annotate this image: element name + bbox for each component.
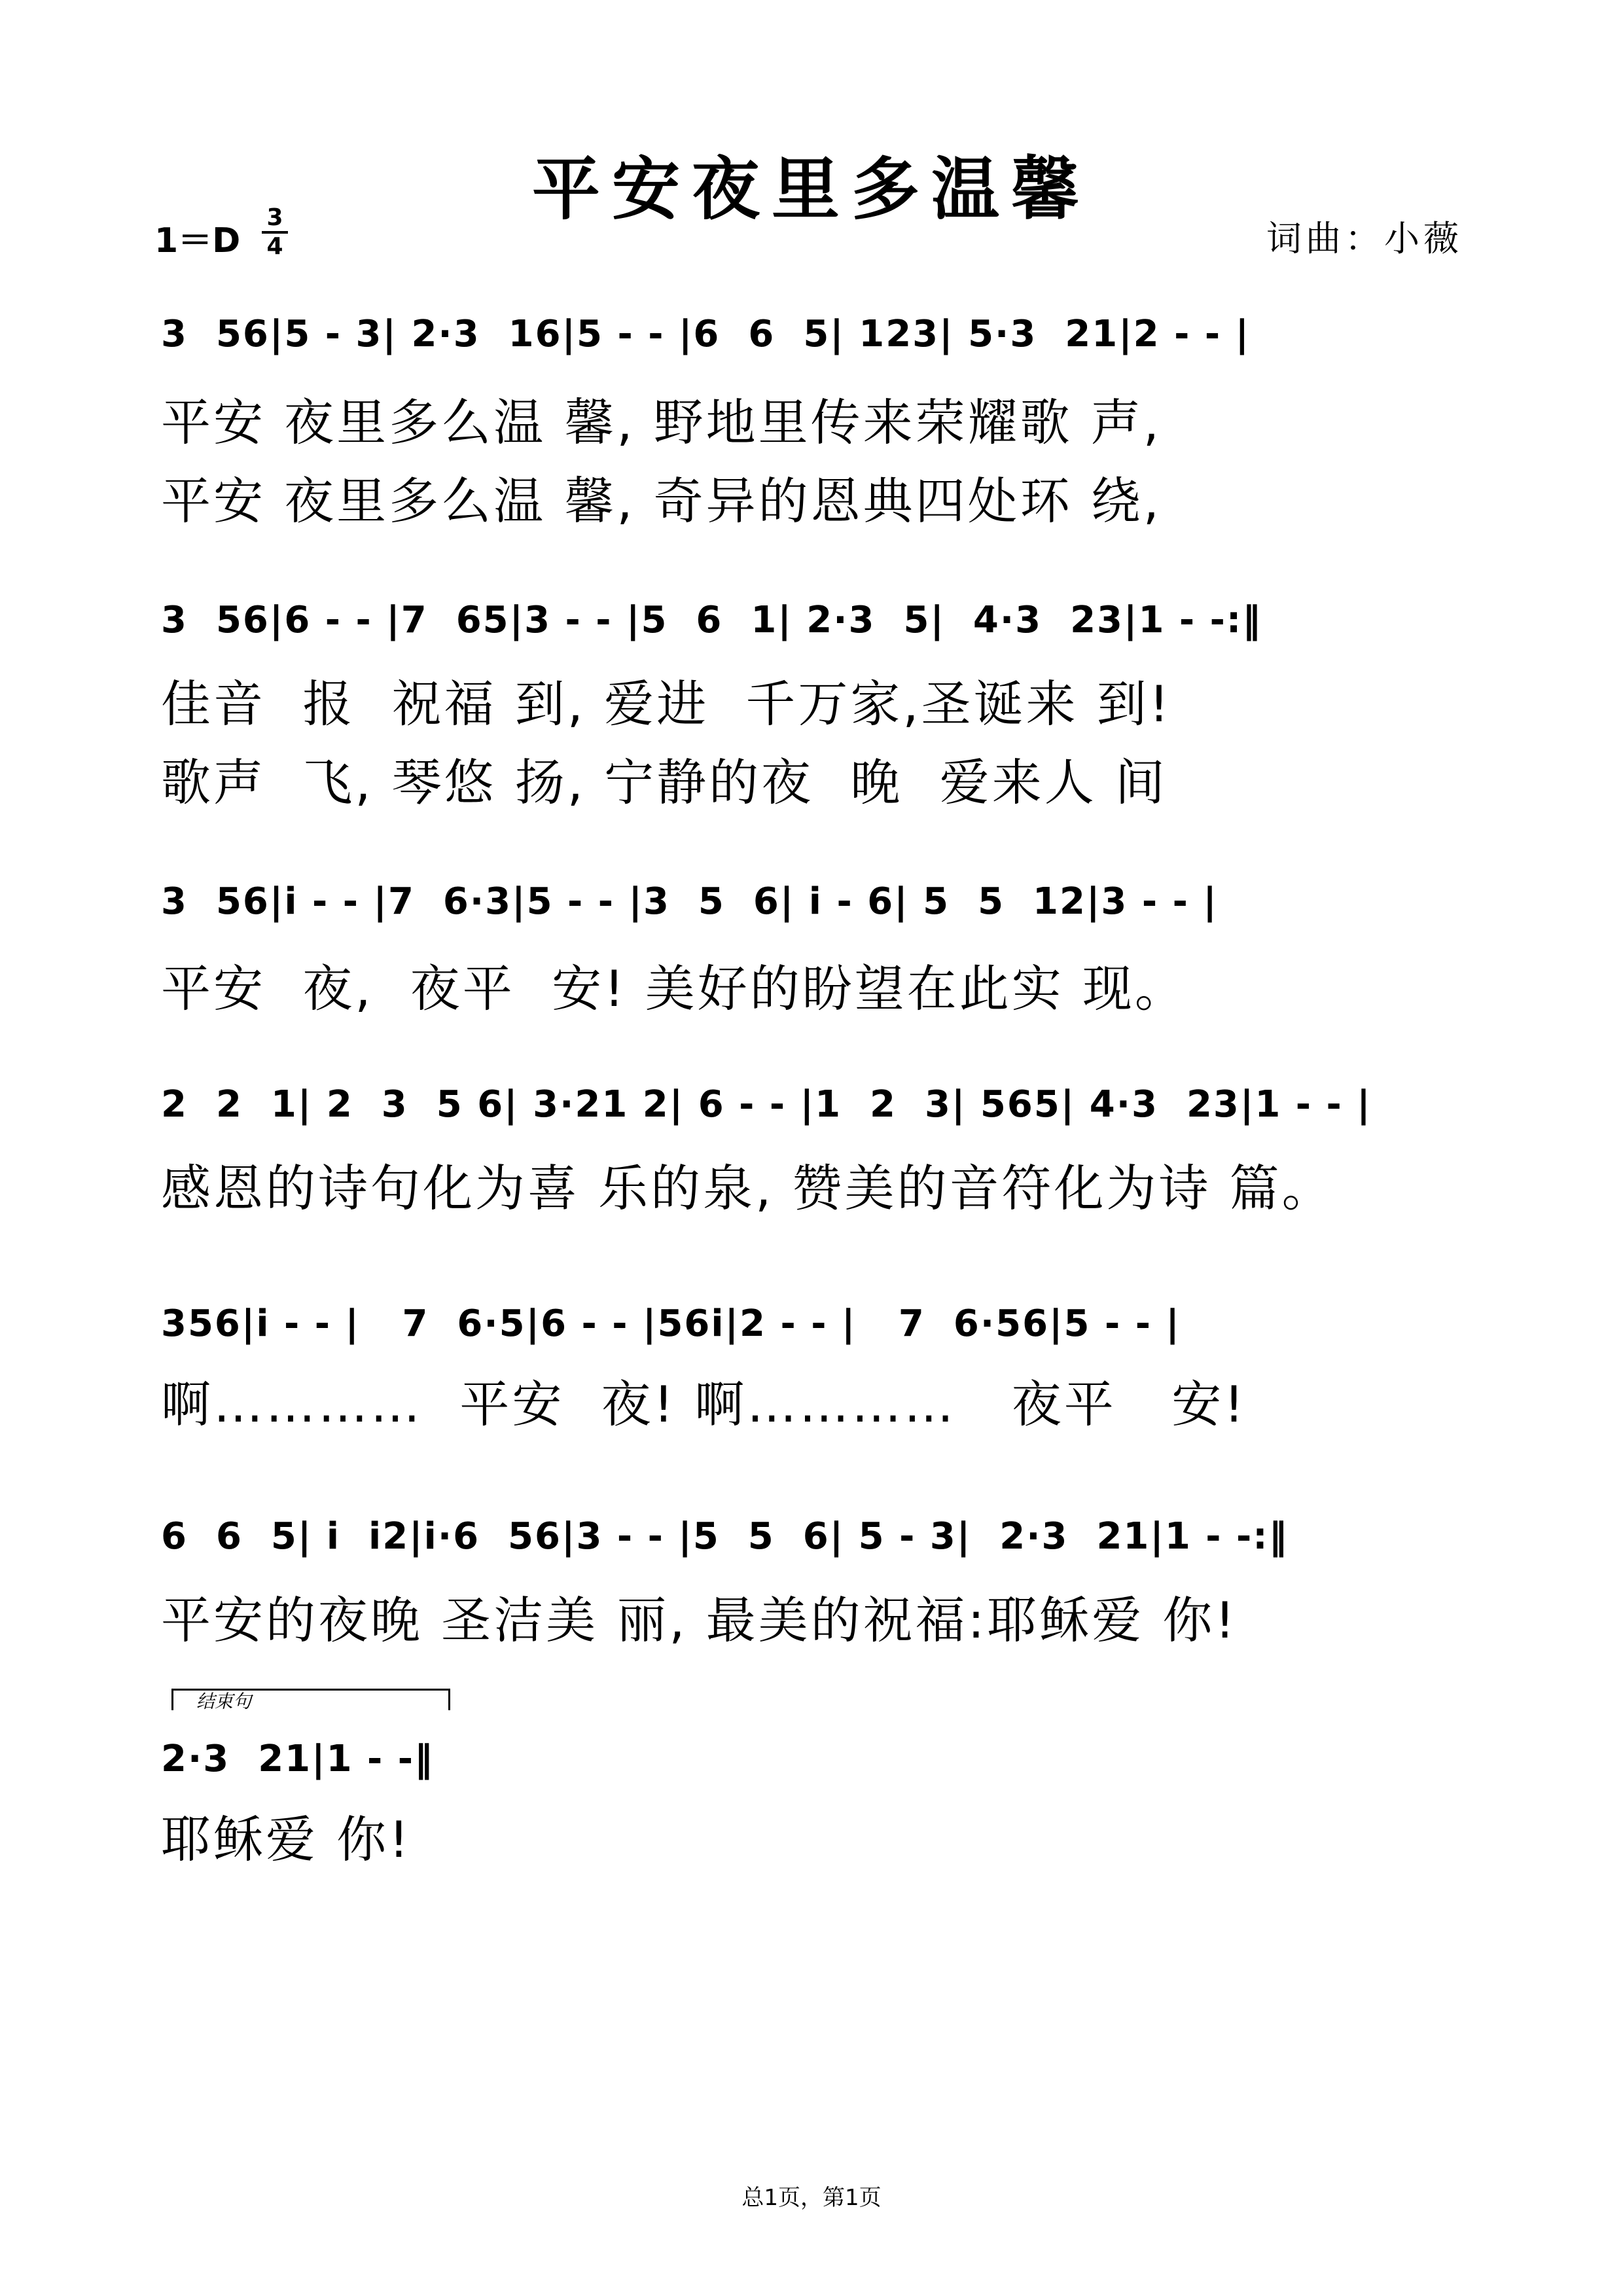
lyric-line-ending: 耶稣爱 你! — [161, 1810, 412, 1869]
lyric-line-5: 啊………… 平安 夜! 啊………… 夜平 安! — [161, 1375, 1247, 1433]
lyric-line-1b: 平安 夜里多么温 馨, 奇异的恩典四处环 绕, — [161, 472, 1162, 530]
lyric-line-4: 感恩的诗句化为喜 乐的泉, 赞美的音符化为诗 篇。 — [161, 1159, 1334, 1217]
lyric-line-6: 平安的夜晚 圣洁美 丽, 最美的祝福:耶稣爱 你! — [161, 1591, 1238, 1649]
notation-line-ending: 2·3 21|1 - -‖ — [161, 1738, 435, 1780]
notation-line-4: 2 2 1| 2 3 5 6| 3·21 2| 6 - - |1 2 3| 565| 4·3 23|1 - - | — [161, 1083, 1372, 1126]
time-signature-top: 3 — [266, 204, 283, 231]
time-signature — [262, 206, 288, 259]
notation-line-5: 356|i - - | 7 6·5|6 - - |56i|2 - - | 7 6·56|5 - - | — [161, 1302, 1181, 1345]
notation-line-6: 6 6 5| i i2|i·6 56|3 - - |5 5 6| 5 - 3| 2·3 21|1 - -:‖ — [161, 1515, 1289, 1558]
key-signature: 1＝D — [154, 221, 241, 260]
notation-line-1: 3 56|5 - 3| 2·3 16|5 - - |6 6 5| 123| 5·3 21|2 - - | — [161, 313, 1251, 355]
lyric-line-2b: 歌声 飞, 琴悠 扬, 宁静的夜 晚 爱来人 间 — [161, 753, 1168, 812]
time-signature-bottom: 4 — [266, 233, 283, 260]
credit: 词曲：小薇 — [1266, 218, 1463, 259]
lyric-line-2a: 佳音 报 祝福 到, 爱进 千万家,圣诞来 到! — [161, 675, 1172, 733]
lyric-line-3: 平安 夜, 夜平 安! 美好的盼望在此实 现。 — [161, 960, 1187, 1018]
lyric-line-1a: 平安 夜里多么温 馨, 野地里传来荣耀歌 声, — [161, 393, 1162, 452]
song-title: 平安夜里多温馨 — [531, 149, 1091, 229]
notation-line-2: 3 56|6 - - |7 65|3 - - |5 6 1| 2·3 5| 4·3 23|1 - -:‖ — [161, 599, 1262, 641]
ending-label: 结束句 — [196, 1691, 252, 1712]
notation-line-3: 3 56|i - - |7 6·3|5 - - |3 5 6| i - 6| 5 5 12|3 - - | — [161, 880, 1218, 923]
page-footer: 总1页，第1页 — [741, 2185, 882, 2211]
